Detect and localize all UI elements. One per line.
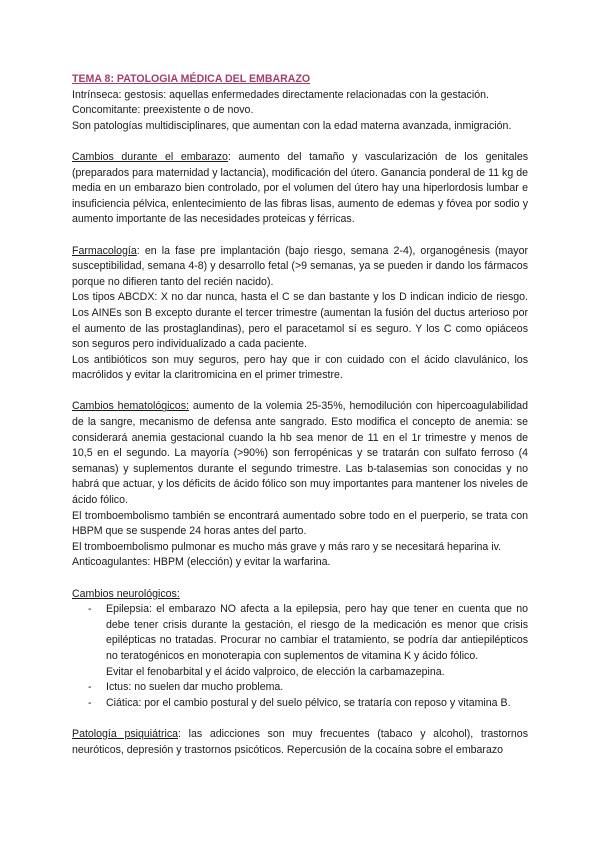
cambios-text: : aumento del tamaño y vascularización de los genitales (preparados para maternidad y lactancia), modificación del útero. Ganancia ponderal de 11 kg de media en un embarazo bien controlado, por el volumen del útero hay una hiperlordosis lumbar e insuficiencia pélvica, enlentecimiento de las fibras lisas, aumento de edemas y fóvea por sodio y aumento importante de las necesidades proteicas y férricas. — [72, 150, 529, 226]
cambios-heading: Cambios durante el embarazo — [72, 150, 228, 163]
intro-line-1: Intrínseca: gestosis: aquellas enfermedades directamente relacionadas con la gestación. — [72, 88, 489, 101]
psiquiatrica-heading: Patología psiquiátrica — [72, 727, 179, 740]
farmacologia-p2: Los tipos ABCDX: X no dar nunca, hasta el C se dan bastante y los D indican indicio de riesgo. Los AINEs son B excepto durante el tercer trimestre (aumentan la fusión del ductus arterioso por el aumento de las prostaglandinas), pero el paracetamol sí es seguro. Y los C como opiáceos son seguros pero individualizado a cada paciente. — [72, 291, 528, 351]
farmacologia-p3: Los antibióticos son muy seguros, pero hay que ir con cuidado con el ácido clavulánico, los macrólidos y evitar la claritromicina en el primer trimestre. — [72, 353, 528, 382]
hematologicos-paragraph — [72, 399, 528, 508]
list-item: - Ciática: por el cambio postural y del suelo pélvico, se trataría con reposo y vitamina B. — [106, 696, 528, 712]
epilepsia-text: Epilepsia: el embarazo NO afecta a la epilepsia, pero hay que tener en cuenta que no debe tener crisis durante la gestación, el riesgo de la medicación es menor que crisis epilépticas no tratadas. Procurar no cambiar el tratamiento, se podría dar antiepilépticos no teratogénicos en monoterapia con suplementos de vitamina K y ácido fólico. — [106, 603, 528, 662]
farmacologia-paragraph — [72, 244, 528, 291]
list-item: - Ictus: no suelen dar mucho problema. — [106, 680, 528, 696]
intro-line-2: Concomitante: preexistente o de novo. — [72, 104, 254, 117]
list-item — [106, 602, 528, 680]
hematologicos-p2: El tromboembolismo también se encontrará aumentado sobre todo en el puerperio, se trata con HBPM que se suspende 24 horas antes del parto. — [72, 509, 528, 538]
cambios-paragraph — [72, 150, 528, 228]
document-page — [72, 72, 528, 758]
hematologicos-p4: Anticoagulantes: HBPM (elección) y evitar la warfarina. — [72, 556, 331, 569]
intro-line-3: Son patologías multidisciplinares, que aumentan con la edad materna avanzada, inmigración. — [72, 119, 512, 132]
farmacologia-heading: Farmacología — [72, 244, 137, 257]
epilepsia-extra: Evitar el fenobarbital y el ácido valproico, de elección la carbamazepina. — [106, 665, 445, 678]
neurologicos-list — [72, 602, 528, 711]
neurologicos-heading: Cambios neurológicos: — [72, 587, 180, 600]
farmacologia-text: : en la fase pre implantación (bajo riesgo, semana 2-4), organogénesis (mayor susceptibilidad, semana 4-8) y desarrollo fetal (>9 semanas, ya se pueden ir dando los fármacos porque no difieren tanto del recién nacido). — [72, 244, 528, 288]
psiquiatrica-paragraph — [72, 727, 528, 758]
document-title: TEMA 8: PATOLOGIA MÉDICA DEL EMBARAZO — [72, 73, 311, 85]
hematologicos-heading: Cambios hematológicos: — [72, 400, 189, 413]
hematologicos-text: aumento de la volemia 25-35%, hemodilución con hipercoagulabilidad de la sangre, mecanismo de defensa ante sangrado. Esto modifica el concepto de anemia: se considerará anemia gestacional cuando la hb sea menor de 11 en el 1r trimestre y menos de 10,5 en el segundo. La mayoría (>90%) son ferropénicas y se tratarán con sulfato ferroso (4 semanas) y suplementos durante el segundo trimestre. Las b-talasemias son conocidas y no habrá que actuar, y los déficits de ácido fólico son muy importantes para mantener los niveles de ácido fólico. — [72, 400, 528, 507]
psiquiatrica-text: : las adicciones son muy frecuentes (tabaco y alcohol), trastornos neuróticos, depresión y trastornos psicóticos. Repercusión de la cocaína sobre el embarazo — [72, 727, 528, 756]
hematologicos-p3: El tromboembolismo pulmonar es mucho más grave y más raro y se necesitará heparina iv. — [72, 540, 502, 553]
